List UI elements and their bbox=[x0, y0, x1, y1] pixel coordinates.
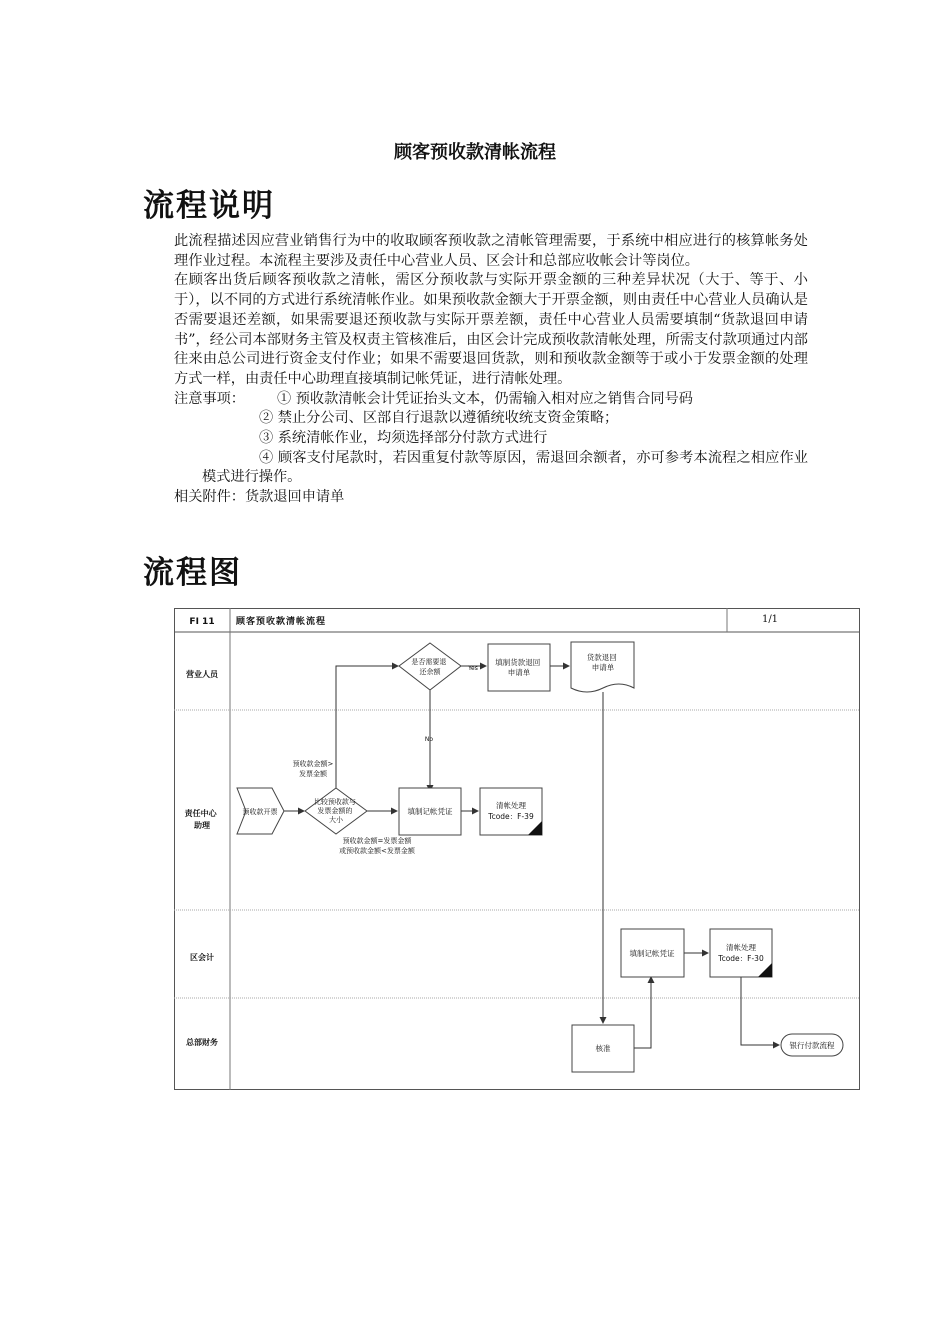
process-label: 填制记帐凭证 bbox=[407, 807, 453, 816]
no-label: No bbox=[424, 736, 434, 743]
description-body bbox=[174, 232, 808, 508]
lane-label: 总部财务 bbox=[186, 1038, 218, 1047]
process-label: 清帐处理 bbox=[726, 943, 756, 952]
process-label: Tcode：F-39 bbox=[488, 812, 534, 821]
flowchart-canvas bbox=[174, 608, 860, 1091]
terminator-label: 银行付款流程 bbox=[789, 1041, 835, 1050]
flowchart bbox=[174, 608, 860, 1091]
lane-label: 区会计 bbox=[190, 953, 214, 962]
flow-arrow bbox=[336, 666, 398, 788]
note-item: ② 禁止分公司、区部自行退款以遵循统收统支资金策略； bbox=[259, 410, 619, 427]
document-label-part: 申请单 bbox=[591, 663, 615, 672]
flow-arrow bbox=[634, 977, 651, 1048]
decision-label-part: 发票金额的 bbox=[317, 807, 353, 815]
note-item: ① 预收款清帐会计凭证抬头文本，仍需输入相对应之销售合同号码 bbox=[277, 390, 693, 407]
chart-page-number: 1/1 bbox=[761, 614, 779, 625]
flow-arrow bbox=[741, 977, 779, 1045]
lane-label bbox=[185, 808, 220, 830]
process-label: 清帐处理 bbox=[496, 801, 526, 810]
chart-title: 顾客预收款清帐流程 bbox=[236, 617, 327, 627]
clear-process-f30 bbox=[710, 929, 772, 977]
process-label-part: 填制货款退回 bbox=[495, 658, 541, 667]
notes-label: 注意事项： bbox=[174, 390, 245, 407]
lane-label-part: 责任中心 bbox=[184, 809, 217, 818]
condition-label: 预收款金额=发票金额 bbox=[342, 837, 412, 845]
chart-code: FI 11 bbox=[189, 617, 215, 627]
process-label: Tcode：F-30 bbox=[718, 954, 764, 963]
process-label: 核准 bbox=[595, 1044, 611, 1053]
notes-row bbox=[174, 390, 808, 410]
decision-label-part: 是否需要退 bbox=[411, 658, 447, 666]
condition-label: 或预收款金额<发票金额 bbox=[339, 847, 415, 855]
section-heading-description: 流程说明 bbox=[143, 188, 275, 224]
document-label-part: 货款退回 bbox=[586, 653, 617, 662]
decision-label-part: 大小 bbox=[329, 816, 343, 824]
condition-label: 发票金额 bbox=[299, 770, 327, 778]
note-item: ③ 系统清帐作业，均须选择部分付款方式进行 bbox=[259, 430, 548, 447]
paragraph-2: 在顾客出货后顾客预收款之清帐，需区分预收款与实际开票金额的三种差异状况（大于、等于、小于），以不同的方式进行系统清帐作业。如果预收款金额大于开票金额，则由责任中心营业人员确认是否需要退还差额，如果需要退还预收款与实际开票差额，责任中心营业人员需要填制“货款退回申请书”，经公司本部财务主管及权责主管核准后，由区会计完成预收款清帐处理，所需支付款项通过内部往来由总公司进行资金支付作业；如果不需要退回货款，则和预收款金额等于或小于发票金额的处理方式一样，由责任中心助理直接填制记帐凭证，进行清帐处理。 bbox=[174, 272, 808, 387]
note-item: ④ 顾客支付尾款时，若因重复付款等原因，需退回余额者，亦可参考本流程之相应作业模式进行操作。 bbox=[202, 449, 808, 486]
start-label: 预收款开票 bbox=[242, 808, 278, 816]
paragraph-1: 此流程描述因应营业销售行为中的收取顾客预收款之清帐管理需要，于系统中相应进行的核算帐务处理作业过程。本流程主要涉及责任中心营业人员、区会计和总部应收帐会计等岗位。 bbox=[174, 233, 808, 269]
refund-decision bbox=[399, 643, 461, 690]
yes-label: Yes bbox=[468, 665, 478, 672]
lane-label: 营业人员 bbox=[186, 670, 218, 679]
document-title: 顾客预收款清帐流程 bbox=[394, 142, 556, 163]
process-label: 填制记帐凭证 bbox=[629, 949, 675, 958]
attachment-line: 相关附件：货款退回申请单 bbox=[174, 489, 345, 506]
lane-label-part: 助理 bbox=[194, 821, 210, 830]
decision-label-part: 还余额 bbox=[419, 668, 441, 676]
section-heading-flowchart: 流程图 bbox=[143, 555, 242, 591]
decision-label-part: 比较预收款与 bbox=[313, 798, 356, 806]
condition-label: 预收款金额> bbox=[292, 760, 334, 768]
process-label-part: 申请单 bbox=[507, 668, 531, 677]
